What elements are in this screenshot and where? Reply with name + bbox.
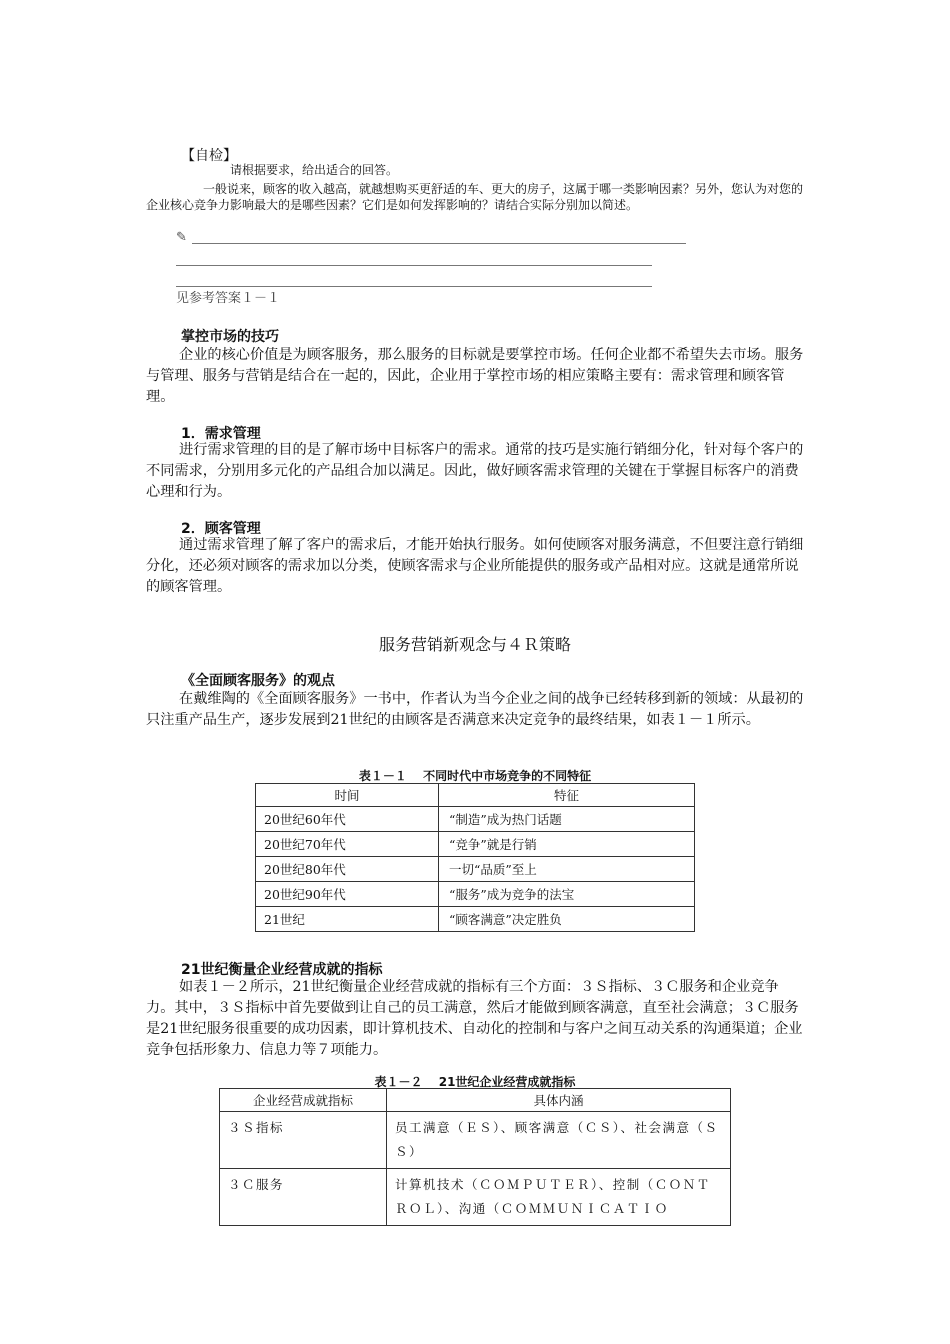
table-cell: “顾客满意”决定胜负	[439, 907, 695, 932]
view-text: 在戴维陶的《全面顾客服务》一书中，作者认为当今企业之间的战争已经转移到新的领域：从最初的只注重产品生产，逐步发展到21世纪的由顾客是否满意来决定竞争的最终结果，如表１－１所示。	[146, 691, 804, 728]
table2	[219, 1088, 731, 1226]
table-header-cell: 具体内涵	[387, 1089, 731, 1112]
answer-line	[176, 265, 652, 266]
table-row	[220, 1169, 731, 1226]
table-cell: 20世纪70年代	[256, 832, 439, 857]
table1-caption: 表１－１ 不同时代中市场竞争的不同特征	[358, 769, 592, 783]
demand-management-text: 进行需求管理的目的是了解市场中目标客户的需求。通常的技巧是实施行销细分化，针对每个客户的不同需求，分别用多元化的产品组合加以满足。因此，做好顾客需求管理的关键在于掌握目标客户的消费心理和行为。	[146, 442, 804, 500]
table2-caption: 表１－２ 21世纪企业经营成就指标	[374, 1075, 576, 1089]
view-heading: 《全面顾客服务》的观点	[181, 673, 335, 689]
self-check-heading: 【自检】	[181, 148, 237, 164]
pen-icon: ✎	[176, 230, 187, 245]
table-cell: “竞争”就是行销	[439, 832, 695, 857]
table-header-row	[220, 1089, 731, 1112]
table-header-cell: 特征	[439, 784, 695, 807]
table-cell: 20世纪90年代	[256, 882, 439, 907]
table-row	[220, 1112, 731, 1169]
table-header-cell: 时间	[256, 784, 439, 807]
table-cell: ３Ｃ服务	[220, 1169, 387, 1226]
customer-management-text: 通过需求管理了解了客户的需求后，才能开始执行服务。如何使顾客对服务满意，不但要注意行销细分化，还必须对顾客的需求加以分类，使顾客需求与企业所能提供的服务或产品相对应。这就是通常所说的顾客管理。	[146, 537, 804, 595]
market-heading: 掌控市场的技巧	[181, 329, 279, 345]
table-cell: 计算机技术（ＣＯＭＰＵＴＥＲ）、控制（ＣＯＮＴＲＯＬ）、沟通（ＣＯＭＭＵＮＩＣＡＴＩＯ	[387, 1169, 731, 1226]
table-cell: 员工满意（ＥＳ）、顾客满意（ＣＳ）、社会满意（ＳＳ）	[387, 1112, 731, 1169]
table-row	[256, 807, 695, 832]
table-cell: ３Ｓ指标	[220, 1112, 387, 1169]
table-row	[256, 857, 695, 882]
table-cell: 20世纪60年代	[256, 807, 439, 832]
table-cell: “服务”成为竞争的法宝	[439, 882, 695, 907]
table-cell: 一切“品质”至上	[439, 857, 695, 882]
self-check-question: 一般说来，顾客的收入越高，就越想购买更舒适的车、更大的房子，这属于哪一类影响因素？另外，您认为对您的企业核心竞争力影响最大的是哪些因素？它们是如何发挥影响的？请结合实际分别加以简述。	[146, 182, 804, 212]
table-cell: 21世纪	[256, 907, 439, 932]
demand-management-heading: 1．需求管理	[181, 426, 261, 442]
section-title: 服务营销新观念与４Ｒ策略	[378, 635, 571, 654]
indicator-text: 如表１－２所示，21世纪衡量企业经营成就的指标有三个方面：３Ｓ指标、３Ｃ服务和企业竞争力。其中，３Ｓ指标中首先要做到让自己的员工满意，然后才能做到顾客满意，直至社会满意；３Ｃ服务是21世纪服务很重要的成功因素，即计算机技术、自动化的控制和与客户之间互动关系的沟通渠道；企业竞争包括形象力、信息力等７项能力。	[146, 979, 803, 1058]
answer-line	[192, 243, 686, 244]
self-check-instruction: 请根据要求，给出适合的回答。	[230, 163, 399, 177]
market-intro: 企业的核心价值是为顾客服务，那么服务的目标就是要掌控市场。任何企业都不希望失去市场。服务与管理、服务与营销是结合在一起的，因此，企业用于掌控市场的相应策略主要有：需求管理和顾客管理。	[146, 347, 804, 405]
table-header-cell: 企业经营成就指标	[220, 1089, 387, 1112]
customer-management-heading: 2．顾客管理	[181, 521, 261, 537]
table1	[255, 783, 695, 932]
table-header-row	[256, 784, 695, 807]
table-cell: “制造”成为热门话题	[439, 807, 695, 832]
table-row	[256, 907, 695, 932]
table-row	[256, 832, 695, 857]
reference-answer: 见参考答案１－１	[176, 291, 281, 306]
table-cell: 20世纪80年代	[256, 857, 439, 882]
indicator-heading: 21世纪衡量企业经营成就的指标	[181, 962, 383, 978]
table-row	[256, 882, 695, 907]
